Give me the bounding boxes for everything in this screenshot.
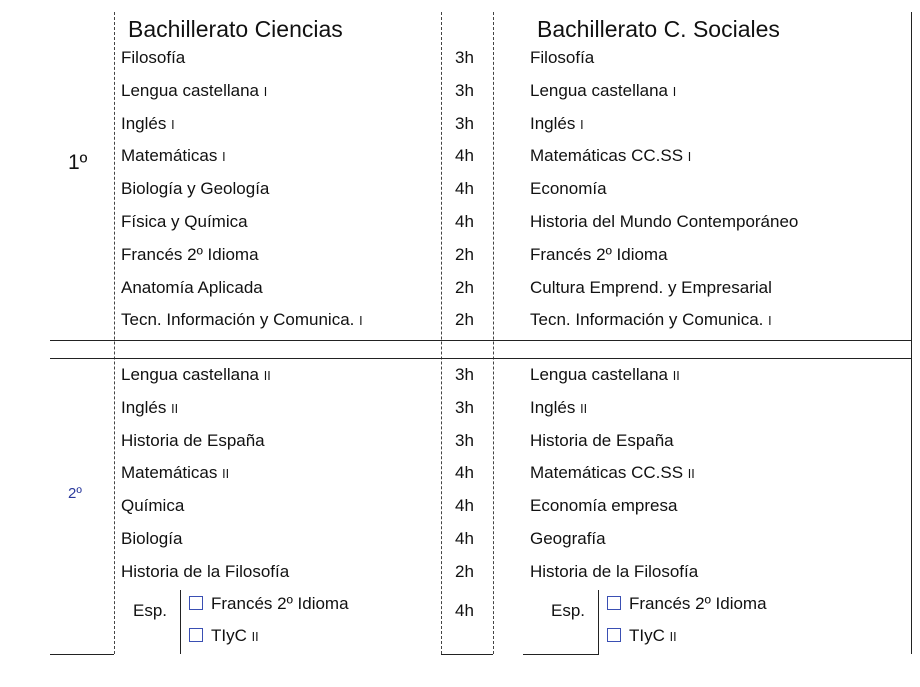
subject-sociales <box>530 278 772 299</box>
subject-text: Lengua castellana <box>121 365 264 384</box>
subject-text: Matemáticas CC.SS <box>530 463 688 483</box>
esp-option-frances-ciencias[interactable] <box>189 594 349 614</box>
subject-text: Historia del Mundo Contemporáneo <box>530 212 799 231</box>
subject-sociales <box>530 562 698 583</box>
checkbox-icon[interactable] <box>189 596 203 610</box>
divider-left <box>114 12 115 654</box>
level-marker: II <box>171 401 179 416</box>
hours-cell: 4h <box>455 529 474 548</box>
subject-text: Inglés <box>121 397 172 417</box>
subject-sociales <box>530 431 674 452</box>
level-marker: I <box>687 150 692 165</box>
subject-ciencias <box>121 146 226 167</box>
course-first-label: 1º <box>68 151 88 174</box>
subject-text: Francés 2º Idioma <box>530 244 668 264</box>
level-marker: I <box>672 84 677 99</box>
subject-text: Economía <box>530 179 607 199</box>
separator-line-1 <box>50 340 912 341</box>
subject-sociales <box>530 245 668 266</box>
separator-line-2 <box>50 358 912 359</box>
esp-label-sociales: Esp. <box>551 601 586 620</box>
header-sociales: Bachillerato C. Sociales <box>537 16 780 42</box>
level-marker: II <box>263 369 271 383</box>
hours-cell: 2h <box>455 561 474 581</box>
esp-divider-ciencias <box>180 590 181 654</box>
subject-text: Biología y Geología <box>121 179 270 199</box>
border-right <box>911 12 912 654</box>
subject-text: Historia de la Filosofía <box>530 561 699 581</box>
subject-ciencias <box>121 81 267 102</box>
subject-text: Biología <box>121 529 183 548</box>
subject-text: Matemáticas <box>121 463 223 483</box>
hours-cell: 4h <box>455 146 474 166</box>
level-marker: I <box>580 117 584 132</box>
subject-text: Lengua castellana <box>121 80 264 100</box>
subject-text: Historia de España <box>121 430 265 450</box>
subject-text: Geografía <box>530 529 606 548</box>
hours-cell: 2h <box>455 277 474 297</box>
hours-cell: 3h <box>455 397 474 417</box>
hours-cell: 4h <box>455 496 474 516</box>
subject-ciencias <box>121 179 269 200</box>
level-marker: I <box>263 84 268 99</box>
subject-ciencias <box>121 245 259 266</box>
esp-label-ciencias: Esp. <box>133 601 168 620</box>
esp-option-label: Francés 2º Idioma <box>211 594 349 613</box>
subject-text: Filosofía <box>530 48 595 67</box>
subject-ciencias <box>121 562 289 583</box>
subject-text: Inglés <box>121 113 172 133</box>
bottom-line-left <box>50 654 114 655</box>
subject-sociales <box>530 212 798 233</box>
esp-option-tiyc-sociales[interactable] <box>607 626 677 647</box>
subject-sociales <box>530 114 584 135</box>
checkbox-icon[interactable] <box>189 628 203 642</box>
subject-text: Lengua castellana <box>530 80 673 100</box>
subject-text: Matemáticas CC.SS <box>530 146 688 166</box>
esp-hours: 4h <box>455 601 474 620</box>
subject-text: Cultura Emprend. y Empresarial <box>530 277 772 297</box>
subject-ciencias <box>121 48 185 69</box>
level-marker: I <box>222 150 226 165</box>
level-marker: I <box>171 117 175 132</box>
subject-sociales <box>530 398 587 419</box>
level-marker: II <box>251 630 259 644</box>
subject-sociales <box>530 310 772 331</box>
subject-sociales <box>530 146 691 167</box>
subject-ciencias <box>121 278 263 299</box>
subject-sociales <box>530 179 607 200</box>
esp-option-frances-sociales[interactable] <box>607 594 767 614</box>
hours-cell: 4h <box>455 212 474 231</box>
hours-cell: 3h <box>455 365 474 384</box>
hours-cell: 3h <box>455 48 474 67</box>
subject-text: Tecn. Información y Comunica. <box>530 310 769 330</box>
hours-cell: 3h <box>455 80 474 100</box>
subject-ciencias <box>121 529 182 550</box>
esp-option-label: TIyC <box>629 626 670 645</box>
esp-option-label: TIyC <box>211 626 252 645</box>
subject-text: Francés 2º Idioma <box>121 244 259 264</box>
subject-text: Inglés <box>530 397 581 417</box>
subject-text: Anatomía Aplicada <box>121 277 263 297</box>
level-marker: II <box>222 467 230 482</box>
subject-ciencias <box>121 431 265 452</box>
subject-text: Lengua castellana <box>530 365 673 384</box>
subject-sociales <box>530 496 677 517</box>
subject-text: Física y Química <box>121 212 248 231</box>
subject-ciencias <box>121 398 178 419</box>
level-marker: I <box>768 314 772 329</box>
subject-text: Matemáticas <box>121 146 223 166</box>
subject-sociales <box>530 81 676 102</box>
subject-sociales <box>530 48 594 69</box>
subject-ciencias <box>121 310 363 331</box>
level-marker: I <box>359 314 363 329</box>
subject-text: Historia de España <box>530 430 674 450</box>
course-second-label: 2º <box>68 485 82 502</box>
hours-cell: 3h <box>455 113 474 133</box>
subject-text: Filosofía <box>121 48 186 67</box>
esp-divider-sociales <box>598 590 599 654</box>
subject-sociales <box>530 529 606 550</box>
bottom-line-right <box>523 654 599 655</box>
esp-option-tiyc-ciencias[interactable] <box>189 626 259 647</box>
subject-ciencias <box>121 463 229 484</box>
hours-cell: 2h <box>455 244 474 264</box>
divider-hours-right <box>493 12 494 654</box>
subject-text: Inglés <box>530 113 581 133</box>
level-marker: II <box>672 369 680 383</box>
subject-sociales <box>530 463 695 484</box>
level-marker: II <box>580 401 588 416</box>
bottom-line-hours <box>441 654 493 655</box>
subject-ciencias <box>121 365 271 386</box>
subject-ciencias <box>121 212 248 233</box>
subject-sociales <box>530 365 680 386</box>
checkbox-icon[interactable] <box>607 596 621 610</box>
subject-text: Historia de la Filosofía <box>121 561 290 581</box>
subject-ciencias <box>121 496 184 517</box>
level-marker: II <box>669 630 677 644</box>
divider-hours-left <box>441 12 442 654</box>
header-ciencias: Bachillerato Ciencias <box>128 16 343 42</box>
level-marker: II <box>687 467 695 482</box>
hours-cell: 4h <box>455 179 474 199</box>
hours-cell: 4h <box>455 463 474 483</box>
esp-option-label: Francés 2º Idioma <box>629 594 767 613</box>
subject-text: Tecn. Información y Comunica. <box>121 310 360 330</box>
checkbox-icon[interactable] <box>607 628 621 642</box>
subject-ciencias <box>121 114 175 135</box>
hours-cell: 3h <box>455 430 474 450</box>
subject-text: Química <box>121 496 185 516</box>
hours-cell: 2h <box>455 310 474 330</box>
subject-text: Economía empresa <box>530 496 678 516</box>
